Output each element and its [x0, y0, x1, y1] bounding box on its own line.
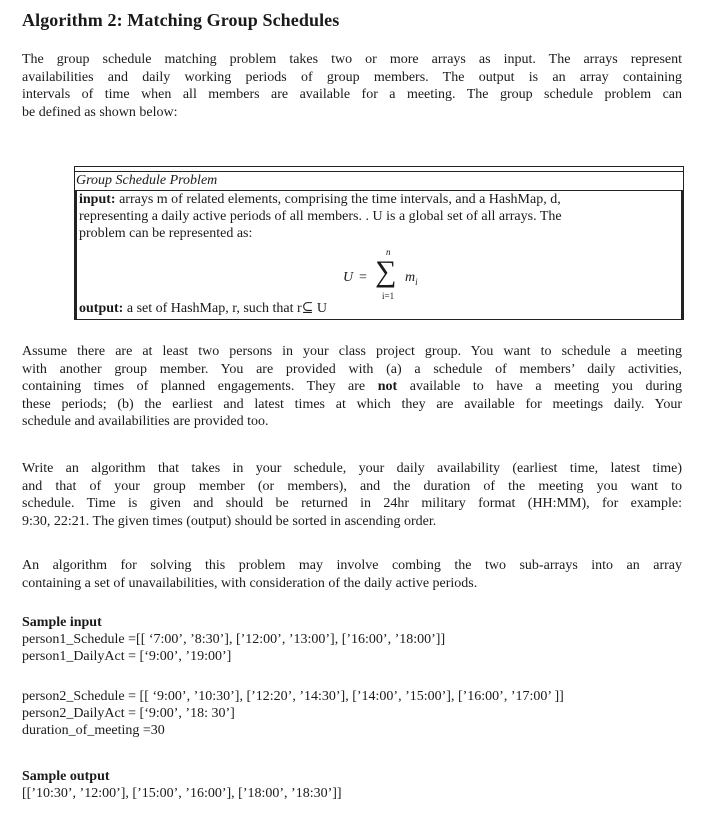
summation-formula	[335, 243, 475, 309]
intro-line: be defined as shown below:	[22, 104, 178, 120]
sample-output-heading: Sample output	[22, 769, 110, 784]
sample-input-heading: Sample input	[22, 615, 102, 630]
code-line: person1_DailyAct = [‘9:00’, ’19:00’]	[22, 649, 232, 664]
assume-line: these periods; (b) the earliest and latest times at which they are available for meetings daily. Your	[22, 396, 682, 412]
output-text: a set of HashMap, r, such that r⊆ U	[123, 301, 327, 316]
formula-term	[405, 270, 418, 287]
algorithm-line: An algorithm for solving this problem may involve combing the two sub-arrays into an array	[22, 558, 682, 573]
input-text: arrays m of related elements, comprising the time intervals, and a HashMap, d,	[115, 192, 561, 207]
assume-line: schedule and availabilities are provided too.	[22, 414, 269, 429]
intro-line: intervals of time when all members are available for a meeting. The group schedule problem can	[22, 87, 682, 102]
write-line: 9:30, 22:21. The given times (output) should be sorted in ascending order.	[22, 513, 437, 529]
sum-lower-limit: i=1	[382, 291, 395, 301]
problem-input-line: problem can be represented as:	[79, 226, 253, 241]
code-line: person2_Schedule = [[ ‘9:00’, ’10:30’], [’12:20’, ’14:30’], [’14:00’, ’15:00’], [’16:00’, ’17:00’ ]]	[22, 689, 564, 704]
assume-line: with another group member. You are provided with (a) a schedule of members’ daily activities,	[22, 361, 682, 377]
problem-box-title: Group Schedule Problem	[75, 171, 683, 191]
formula-equals: =	[359, 270, 367, 285]
not-emphasis: not	[377, 379, 398, 394]
sample-output-block	[22, 768, 342, 802]
assume-line	[22, 378, 682, 396]
write-paragraph	[22, 460, 682, 530]
assume-line-end: available to have a meeting you during	[397, 379, 682, 394]
problem-box-body	[75, 191, 683, 319]
input-label: input:	[79, 192, 116, 207]
sigma-symbol: ∑	[375, 255, 397, 288]
term-base: m	[405, 270, 416, 285]
algorithm-paragraph	[22, 557, 682, 592]
code-line: [[’10:30’, ’12:00’], [’15:00’, ’16:00’], [’18:00’, ’18:30’]]	[22, 786, 342, 801]
intro-line: availabilities and daily working periods of group members. The output is an array containing	[22, 69, 682, 85]
problem-output-line	[79, 300, 327, 317]
term-subscript: i	[415, 276, 418, 287]
write-line: and that of your group member (or members), and the duration of the meeting you want to	[22, 478, 682, 494]
code-line: duration_of_meeting =30	[22, 723, 165, 738]
code-line: person1_Schedule =[[ ‘7:00’, ’8:30’], [’12:00’, ’13:00’], [’16:00’, ’18:00’]]	[22, 632, 446, 647]
assume-paragraph	[22, 343, 682, 431]
output-label: output:	[79, 301, 124, 316]
write-line: schedule. Time is given and should be returned in 24hr military format (HH:MM), for example:	[22, 496, 682, 511]
sum-upper-limit: n	[386, 247, 391, 257]
assume-line: Assume there are at least two persons in your class project group. You want to schedule a meeting	[22, 344, 682, 359]
sample-input-block-2	[22, 688, 564, 739]
problem-definition-box	[74, 166, 684, 320]
problem-input-line	[77, 191, 681, 208]
algorithm-line: containing a set of unavailabilities, with consideration of the daily active periods.	[22, 575, 478, 591]
sample-input-block	[22, 614, 445, 665]
problem-input-line: representing a daily active periods of all members. . U is a global set of all arrays. The	[79, 209, 562, 224]
intro-line: The group schedule matching problem takes two or more arrays as input. The arrays represent	[22, 52, 682, 67]
algorithm-title: Algorithm 2: Matching Group Schedules	[22, 10, 340, 30]
intro-paragraph	[22, 51, 682, 121]
write-line: Write an algorithm that takes in your schedule, your daily availability (earliest time, latest time)	[22, 461, 682, 476]
assume-line-start: containing times of planned engagements. They are	[22, 379, 378, 394]
code-line: person2_DailyAct = [‘9:00’, ’18: 30’]	[22, 706, 235, 721]
formula-lhs: U	[343, 270, 354, 285]
